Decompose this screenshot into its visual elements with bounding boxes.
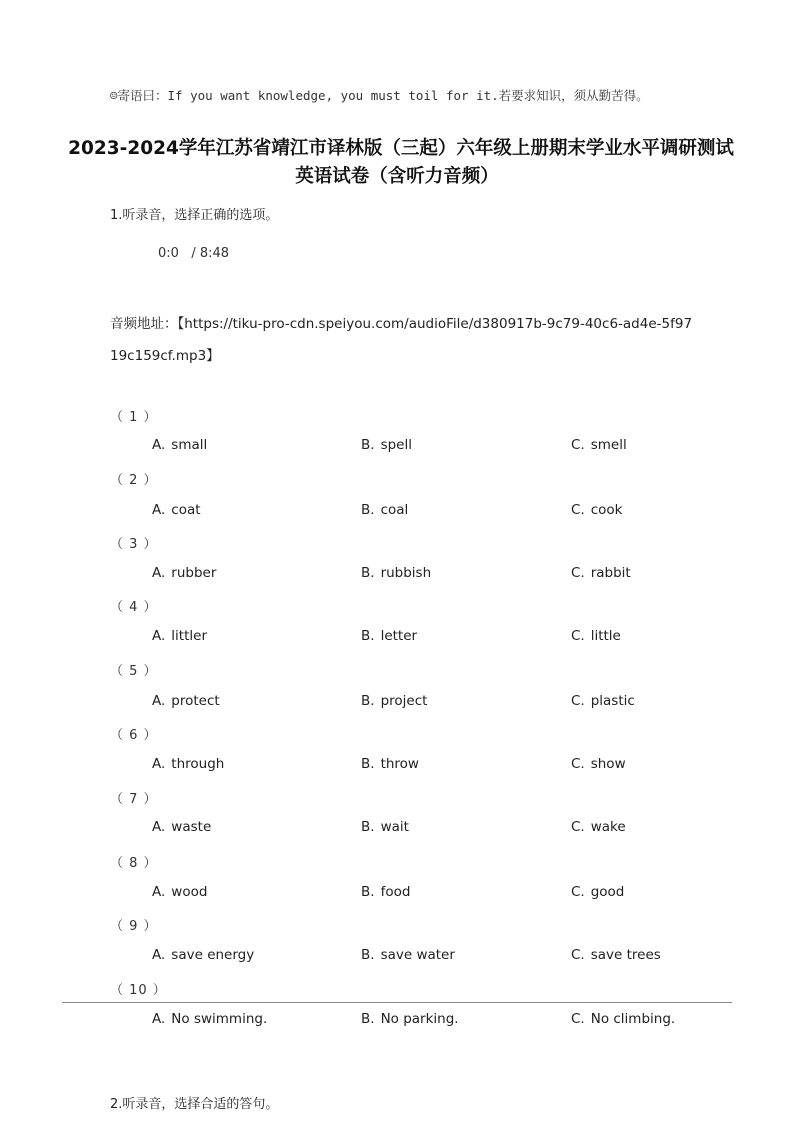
item-number: （ 10 ） xyxy=(110,983,167,998)
option-c[interactable] xyxy=(571,565,631,581)
option-letter: B. xyxy=(361,565,375,581)
option-letter: C. xyxy=(571,756,585,772)
option-letter: C. xyxy=(571,437,585,453)
item-number: （ 6 ） xyxy=(110,728,158,743)
option-text: save trees xyxy=(590,947,661,963)
item-number: （ 2 ） xyxy=(110,473,158,488)
audio-address-label: 音频地址： xyxy=(110,316,178,332)
option-text: rubbish xyxy=(380,565,432,581)
option-c[interactable] xyxy=(571,884,624,900)
option-letter: A. xyxy=(152,437,166,453)
option-b[interactable] xyxy=(361,756,419,772)
divider xyxy=(62,1002,732,1003)
option-text: rabbit xyxy=(590,565,631,581)
option-c[interactable] xyxy=(571,819,626,835)
option-b[interactable] xyxy=(361,628,417,644)
option-text: wake xyxy=(590,819,626,835)
option-text: show xyxy=(590,756,626,772)
option-letter: A. xyxy=(152,628,166,644)
option-c[interactable] xyxy=(571,693,635,709)
option-letter: C. xyxy=(571,1011,585,1027)
option-a[interactable] xyxy=(152,947,254,963)
option-b[interactable] xyxy=(361,693,427,709)
option-text: coal xyxy=(380,502,409,518)
option-text: protect xyxy=(171,693,220,709)
option-text: No parking. xyxy=(380,1011,459,1027)
question-1-prompt: 1.听录音，选择正确的选项。 xyxy=(110,208,279,223)
option-letter: C. xyxy=(571,947,585,963)
option-letter: A. xyxy=(152,502,166,518)
item-number: （ 5 ） xyxy=(110,664,158,679)
option-letter: B. xyxy=(361,628,375,644)
option-b[interactable] xyxy=(361,884,410,900)
option-text: littler xyxy=(171,628,207,644)
option-a[interactable] xyxy=(152,819,211,835)
option-a[interactable] xyxy=(152,437,207,453)
option-text: spell xyxy=(380,437,412,453)
option-text: wood xyxy=(171,884,208,900)
audio-url-link[interactable]: 【https://tiku-pro-cdn.speiyou.com/audioFile/d380917b-9c79-40c6-ad4e-5f9719c159cf.mp3】 xyxy=(110,316,693,364)
option-text: small xyxy=(171,437,208,453)
option-text: coat xyxy=(171,502,201,518)
option-c[interactable] xyxy=(571,628,621,644)
item-number: （ 1 ） xyxy=(110,410,158,425)
motto: ☺寄语曰：If you want knowledge, you must toil for it.若要求知识，须从勤苦得。 xyxy=(110,88,649,103)
option-text: plastic xyxy=(590,693,635,709)
option-a[interactable] xyxy=(152,693,220,709)
option-text: project xyxy=(380,693,428,709)
option-text: cook xyxy=(590,502,623,518)
item-number: （ 4 ） xyxy=(110,600,158,615)
option-b[interactable] xyxy=(361,947,455,963)
option-b[interactable] xyxy=(361,819,409,835)
option-b[interactable] xyxy=(361,502,408,518)
page-subtitle: 英语试卷（含听力音频） xyxy=(295,166,499,187)
audio-player[interactable] xyxy=(158,246,229,261)
option-letter: A. xyxy=(152,1011,166,1027)
option-letter: A. xyxy=(152,693,166,709)
option-a[interactable] xyxy=(152,628,207,644)
option-a[interactable] xyxy=(152,502,201,518)
option-letter: B. xyxy=(361,437,375,453)
page-title: 2023-2024学年江苏省靖江市译林版（三起）六年级上册期末学业水平调研测试 xyxy=(68,138,734,159)
option-text: save energy xyxy=(171,947,255,963)
option-c[interactable] xyxy=(571,1011,675,1027)
option-a[interactable] xyxy=(152,884,207,900)
option-letter: B. xyxy=(361,693,375,709)
option-letter: B. xyxy=(361,947,375,963)
audio-total-time: / 8:48 xyxy=(191,246,230,261)
option-c[interactable] xyxy=(571,756,626,772)
option-text: letter xyxy=(380,628,418,644)
option-c[interactable] xyxy=(571,947,661,963)
option-letter: A. xyxy=(152,884,166,900)
option-a[interactable] xyxy=(152,1011,267,1027)
option-a[interactable] xyxy=(152,756,224,772)
option-text: rubber xyxy=(171,565,217,581)
option-b[interactable] xyxy=(361,565,431,581)
audio-current-time: 0:0 xyxy=(158,246,179,261)
option-text: little xyxy=(590,628,621,644)
option-letter: C. xyxy=(571,884,585,900)
option-letter: C. xyxy=(571,628,585,644)
option-text: No climbing. xyxy=(590,1011,676,1027)
item-number: （ 3 ） xyxy=(110,537,158,552)
option-text: food xyxy=(380,884,411,900)
item-number: （ 7 ） xyxy=(110,792,158,807)
audio-address xyxy=(110,308,700,372)
option-letter: A. xyxy=(152,756,166,772)
option-letter: B. xyxy=(361,884,375,900)
option-c[interactable] xyxy=(571,502,622,518)
option-text: save water xyxy=(380,947,455,963)
question-2-prompt: 2.听录音，选择合适的答句。 xyxy=(110,1097,279,1112)
option-b[interactable] xyxy=(361,437,412,453)
option-a[interactable] xyxy=(152,565,216,581)
option-text: good xyxy=(590,884,625,900)
option-letter: A. xyxy=(152,947,166,963)
option-c[interactable] xyxy=(571,437,627,453)
option-letter: C. xyxy=(571,565,585,581)
option-text: wait xyxy=(380,819,409,835)
item-number: （ 8 ） xyxy=(110,856,158,871)
option-text: through xyxy=(171,756,225,772)
option-letter: A. xyxy=(152,819,166,835)
option-text: smell xyxy=(590,437,627,453)
option-letter: C. xyxy=(571,502,585,518)
option-letter: A. xyxy=(152,565,166,581)
option-text: No swimming. xyxy=(171,1011,268,1027)
option-letter: B. xyxy=(361,1011,375,1027)
option-letter: B. xyxy=(361,502,375,518)
option-text: throw xyxy=(380,756,419,772)
option-letter: C. xyxy=(571,819,585,835)
option-text: waste xyxy=(171,819,212,835)
option-letter: B. xyxy=(361,756,375,772)
option-letter: B. xyxy=(361,819,375,835)
option-letter: C. xyxy=(571,693,585,709)
option-b[interactable] xyxy=(361,1011,459,1027)
item-number: （ 9 ） xyxy=(110,919,158,934)
